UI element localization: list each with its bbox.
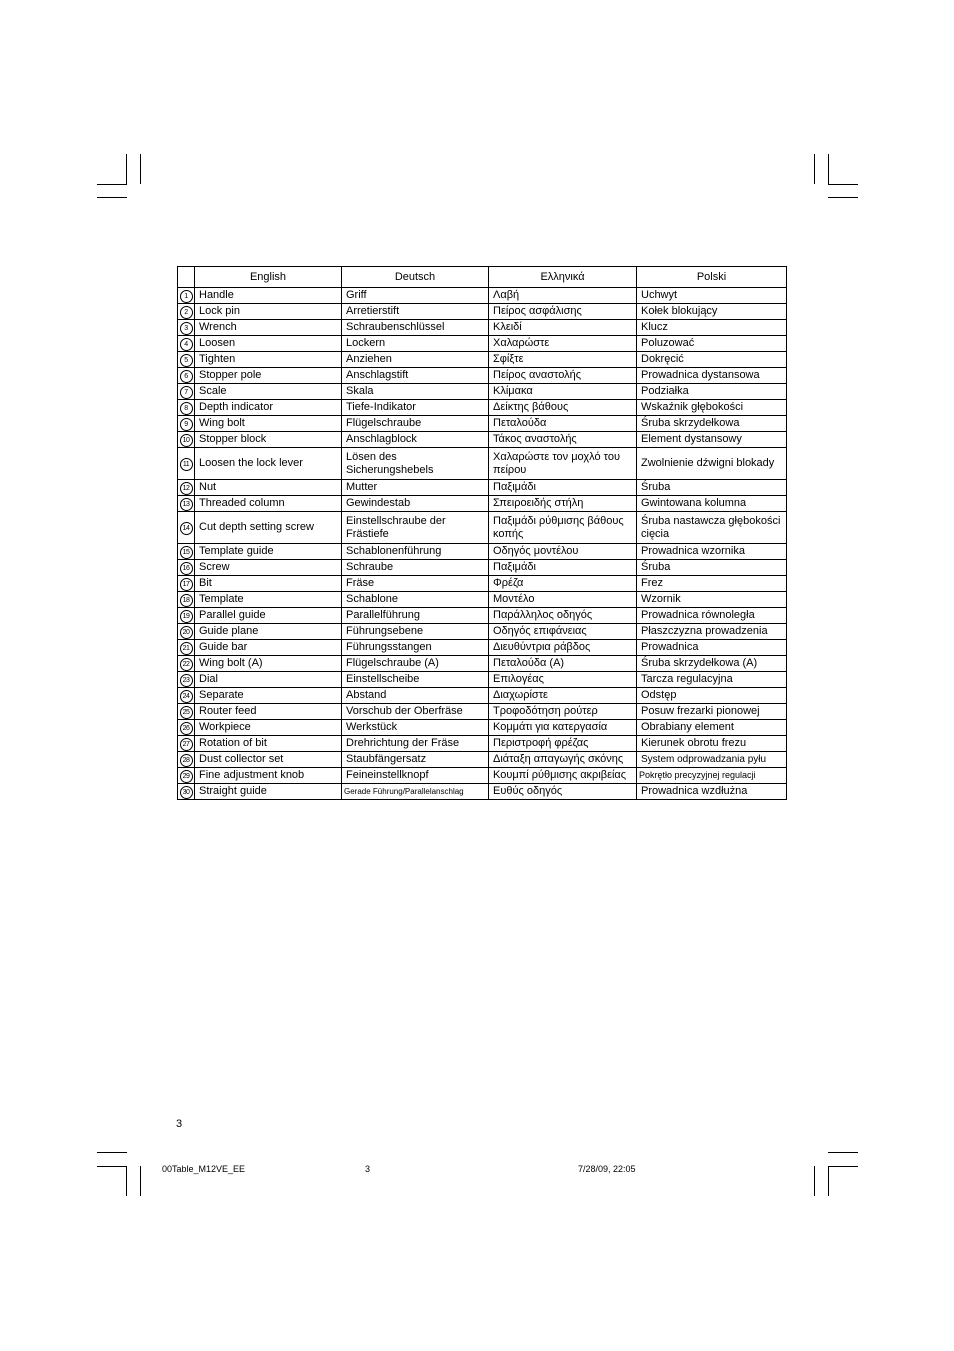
cell-polski: Wskaźnik głębokości [637,400,787,416]
cell-greek: Χαλαρώστε τον μοχλό του πείρου [489,448,637,480]
cell-polski: Śruba [637,480,787,496]
cell-greek: Πείρος ασφάλισης [489,304,637,320]
cell-english: Wing bolt (A) [195,656,342,672]
table-row [178,432,787,448]
cell-polski: Prowadnica [637,640,787,656]
item-number: 21 [180,642,193,655]
cell-greek: Ευθύς οδηγός [489,784,637,800]
cell-english: Bit [195,576,342,592]
cell-greek: Πείρος αναστολής [489,368,637,384]
header-greek: Ελληνικά [489,267,637,288]
item-number: 7 [180,386,193,399]
table-row [178,336,787,352]
cell-deutsch: Einstellscheibe [342,672,489,688]
table-row [178,416,787,432]
crop-mark [97,197,127,198]
cell-english: Dial [195,672,342,688]
cell-deutsch: Skala [342,384,489,400]
cell-deutsch: Tiefe-Indikator [342,400,489,416]
cell-polski: Śruba nastawcza głębokości cięcia [637,512,787,544]
item-number: 15 [180,546,193,559]
cell-greek: Παξιμάδι ρύθμισης βάθους κοπής [489,512,637,544]
cell-english: Dust collector set [195,752,342,768]
cell-greek: Μοντέλο [489,592,637,608]
cell-polski: Element dystansowy [637,432,787,448]
cell-greek: Κλειδί [489,320,637,336]
cell-greek: Κλίμακα [489,384,637,400]
table-row [178,688,787,704]
table-row [178,672,787,688]
cell-greek: Σφίξτε [489,352,637,368]
cell-polski: Płaszczyzna prowadzenia [637,624,787,640]
cell-deutsch: Gerade Führung/Parallelanschlag [342,784,489,800]
cell-english: Tighten [195,352,342,368]
item-number: 12 [180,482,193,495]
cell-deutsch: Schablone [342,592,489,608]
cell-english: Separate [195,688,342,704]
cell-deutsch: Führungsebene [342,624,489,640]
item-number: 19 [180,610,193,623]
table-row [178,496,787,512]
cell-polski: Prowadnica dystansowa [637,368,787,384]
table-row [178,320,787,336]
item-number: 4 [180,338,193,351]
cell-deutsch: Griff [342,288,489,304]
crop-mark [828,1166,858,1167]
cell-english: Loosen the lock lever [195,448,342,480]
cell-english: Screw [195,560,342,576]
item-number: 6 [180,370,193,383]
cell-deutsch: Flügelschraube (A) [342,656,489,672]
item-number: 26 [180,722,193,735]
item-number: 16 [180,562,193,575]
cell-polski: Kołek blokujący [637,304,787,320]
crop-mark [97,1166,127,1167]
cell-greek: Φρέζα [489,576,637,592]
table-row [178,480,787,496]
table-row [178,512,787,544]
cell-deutsch: Anziehen [342,352,489,368]
cell-greek: Δείκτης βάθους [489,400,637,416]
cell-english: Scale [195,384,342,400]
item-number: 8 [180,402,193,415]
cell-polski: Śruba skrzydełkowa (A) [637,656,787,672]
cell-greek: Πεταλούδα (A) [489,656,637,672]
cell-deutsch: Vorschub der Oberfräse [342,704,489,720]
crop-mark [126,154,127,184]
table-row [178,400,787,416]
cell-polski: Prowadnica wzdłużna [637,784,787,800]
crop-mark [97,184,127,185]
crop-mark [97,1152,127,1153]
cell-greek: Πεταλούδα [489,416,637,432]
table-row [178,704,787,720]
cell-polski: Wzornik [637,592,787,608]
item-number: 23 [180,674,193,687]
crop-mark [828,197,858,198]
cell-english: Nut [195,480,342,496]
footer-page: 3 [365,1164,371,1174]
cell-polski: Posuw frezarki pionowej [637,704,787,720]
cell-deutsch: Arretierstift [342,304,489,320]
item-number: 9 [180,418,193,431]
footer-filename: 00Table_M12VE_EE [162,1164,246,1174]
cell-english: Router feed [195,704,342,720]
cell-polski: Odstęp [637,688,787,704]
crop-mark [140,1166,141,1196]
table-row [178,304,787,320]
cell-english: Guide bar [195,640,342,656]
table-row [178,352,787,368]
cell-polski: Frez [637,576,787,592]
cell-polski: Poluzować [637,336,787,352]
cell-polski: Gwintowana kolumna [637,496,787,512]
item-number: 11 [180,458,193,471]
table-row [178,560,787,576]
cell-deutsch: Staubfängersatz [342,752,489,768]
cell-deutsch: Feineinstellknopf [342,768,489,784]
cell-english: Template guide [195,544,342,560]
cell-greek: Οδηγός μοντέλου [489,544,637,560]
cell-greek: Τροφοδότηση ρούτερ [489,704,637,720]
cell-greek: Κουμπί ρύθμισης ακριβείας [489,768,637,784]
cell-deutsch: Schablonenführung [342,544,489,560]
item-number: 13 [180,498,193,511]
cell-deutsch: Führungsstangen [342,640,489,656]
table-row [178,544,787,560]
cell-greek: Κομμάτι για κατεργασία [489,720,637,736]
cell-english: Threaded column [195,496,342,512]
cell-english: Cut depth setting screw [195,512,342,544]
cell-polski: Podziałka [637,384,787,400]
cell-deutsch: Schraubenschlüssel [342,320,489,336]
cell-deutsch: Anschlagblock [342,432,489,448]
cell-greek: Διάταξη απαγωγής σκόνης [489,752,637,768]
item-number: 27 [180,738,193,751]
cell-polski: Pokrętło precyzyjnej regulacji [637,768,787,784]
table-row [178,384,787,400]
cell-english: Lock pin [195,304,342,320]
table-header-row [178,267,787,288]
cell-polski: Tarcza regulacyjna [637,672,787,688]
table-row [178,608,787,624]
table-row [178,784,787,800]
item-number: 5 [180,354,193,367]
cell-english: Fine adjustment knob [195,768,342,784]
item-number: 14 [180,522,193,535]
cell-greek: Οδηγός επιφάνειας [489,624,637,640]
cell-english: Loosen [195,336,342,352]
table-row [178,576,787,592]
crop-mark [828,1152,858,1153]
cell-greek: Χαλαρώστε [489,336,637,352]
item-number: 28 [180,754,193,767]
cell-english: Guide plane [195,624,342,640]
cell-greek: Σπειροειδής στήλη [489,496,637,512]
crop-mark [140,154,141,184]
cell-polski: System odprowadzania pyłu [637,752,787,768]
header-num [178,267,195,288]
cell-greek: Επιλογέας [489,672,637,688]
cell-english: Workpiece [195,720,342,736]
table-row [178,624,787,640]
cell-polski: Prowadnica wzornika [637,544,787,560]
item-number: 3 [180,322,193,335]
cell-english: Wrench [195,320,342,336]
crop-mark [828,184,858,185]
table-row [178,592,787,608]
cell-greek: Τάκος αναστολής [489,432,637,448]
cell-polski: Zwolnienie dźwigni blokady [637,448,787,480]
cell-deutsch: Lockern [342,336,489,352]
cell-deutsch: Abstand [342,688,489,704]
cell-greek: Παράλληλος οδηγός [489,608,637,624]
cell-english: Stopper pole [195,368,342,384]
cell-deutsch: Mutter [342,480,489,496]
table-row [178,768,787,784]
header-deutsch: Deutsch [342,267,489,288]
crop-mark [828,154,829,184]
cell-greek: Παξιμάδι [489,560,637,576]
cell-deutsch: Werkstück [342,720,489,736]
cell-english: Handle [195,288,342,304]
cell-polski: Dokręcić [637,352,787,368]
cell-deutsch: Fräse [342,576,489,592]
table-row [178,448,787,480]
cell-polski: Śruba [637,560,787,576]
cell-english: Depth indicator [195,400,342,416]
cell-deutsch: Gewindestab [342,496,489,512]
cell-greek: Παξιμάδι [489,480,637,496]
cell-greek: Διευθύντρια ράβδος [489,640,637,656]
cell-deutsch: Flügelschraube [342,416,489,432]
cell-polski: Prowadnica równoległa [637,608,787,624]
cell-deutsch: Einstellschraube der Frästiefe [342,512,489,544]
table-row [178,656,787,672]
crop-mark [828,1166,829,1196]
cell-polski: Obrabiany element [637,720,787,736]
cell-greek: Λαβή [489,288,637,304]
table-row [178,736,787,752]
cell-polski: Śruba skrzydełkowa [637,416,787,432]
cell-polski: Uchwyt [637,288,787,304]
item-number: 22 [180,658,193,671]
cell-deutsch: Parallelführung [342,608,489,624]
item-number: 17 [180,578,193,591]
footer-date: 7/28/09, 22:05 [578,1164,636,1174]
item-number: 10 [180,434,193,447]
item-number: 30 [180,786,193,799]
crop-mark [126,1166,127,1196]
table-row [178,368,787,384]
header-english: English [195,267,342,288]
item-number: 2 [180,306,193,319]
table-row [178,752,787,768]
header-polski: Polski [637,267,787,288]
crop-mark [814,1166,815,1196]
item-number: 1 [180,290,193,303]
cell-english: Stopper block [195,432,342,448]
page-number: 3 [176,1118,183,1130]
item-number: 24 [180,690,193,703]
cell-english: Rotation of bit [195,736,342,752]
cell-greek: Περιστροφή φρέζας [489,736,637,752]
cell-english: Straight guide [195,784,342,800]
cell-deutsch: Drehrichtung der Fräse [342,736,489,752]
item-number: 29 [180,770,193,783]
table-row [178,640,787,656]
table-row [178,288,787,304]
item-number: 20 [180,626,193,639]
item-number: 18 [180,594,193,607]
cell-greek: Διαχωρίστε [489,688,637,704]
table-row [178,720,787,736]
cell-polski: Klucz [637,320,787,336]
cell-deutsch: Lösen des Sicherungshebels [342,448,489,480]
item-number: 25 [180,706,193,719]
cell-polski: Kierunek obrotu frezu [637,736,787,752]
cell-english: Template [195,592,342,608]
cell-english: Wing bolt [195,416,342,432]
parts-table [177,266,787,800]
crop-mark [814,154,815,184]
cell-deutsch: Schraube [342,560,489,576]
cell-english: Parallel guide [195,608,342,624]
cell-deutsch: Anschlagstift [342,368,489,384]
